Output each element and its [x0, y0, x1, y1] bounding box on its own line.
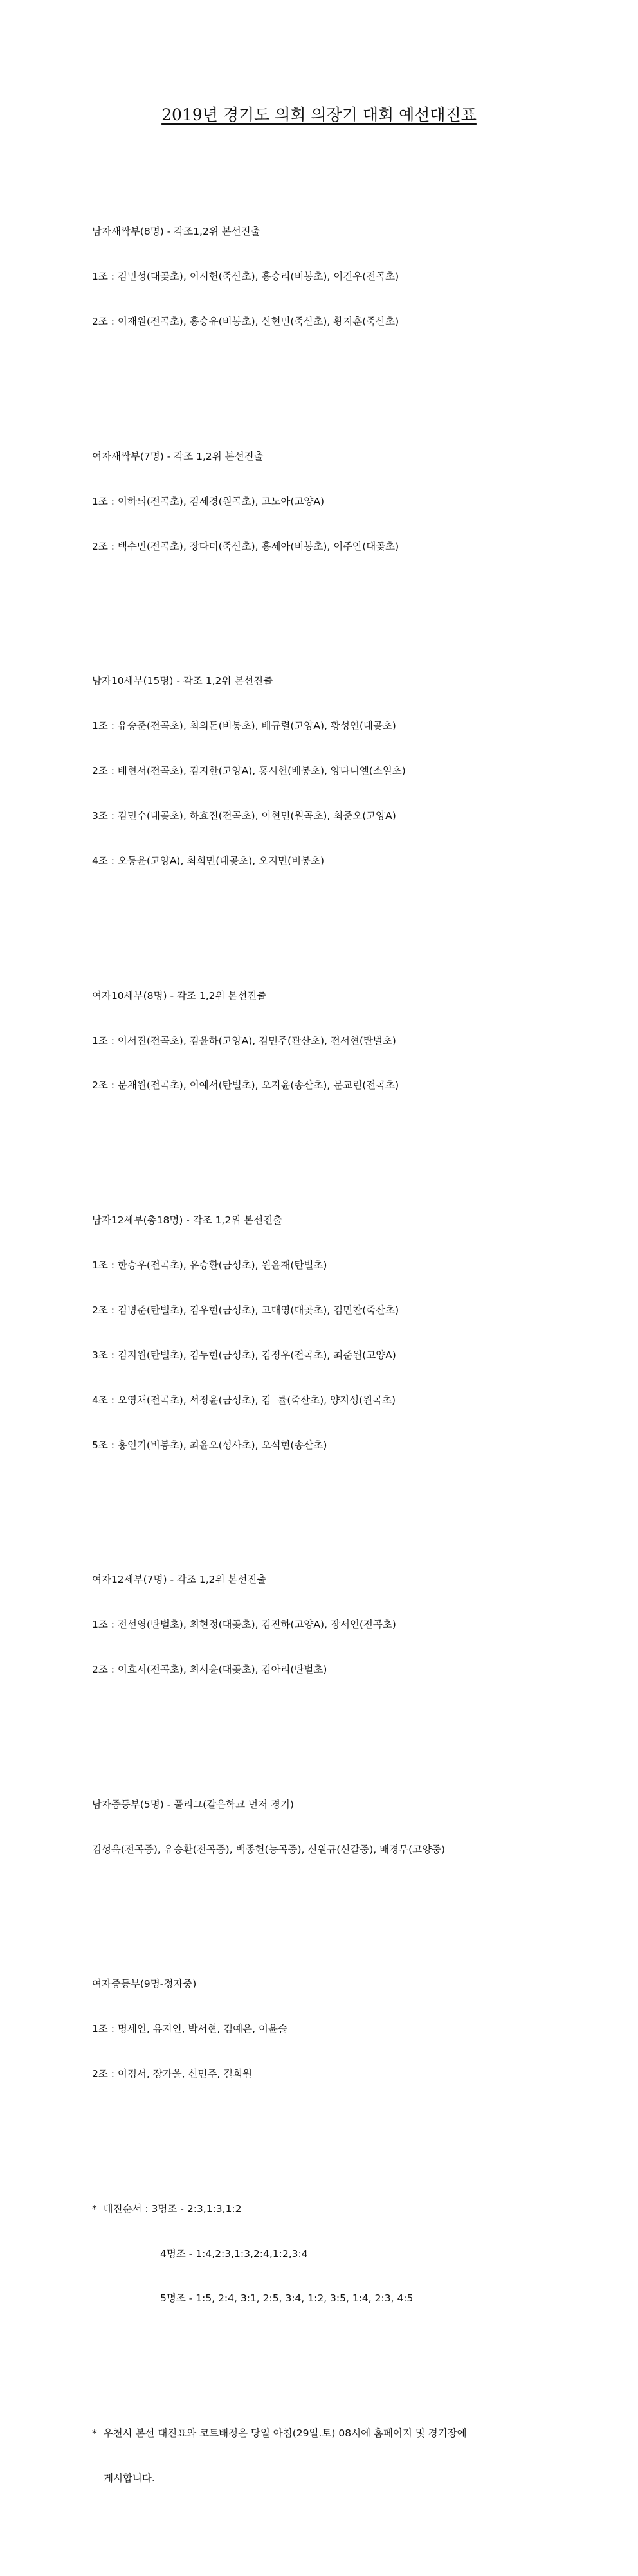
section-boys-sprout	[92, 195, 542, 359]
section-heading: 여자중등부(9명-정자중)	[92, 1978, 197, 1990]
match-order-5: 5명조 - 1:5, 2:4, 3:1, 2:5, 3:4, 1:2, 3:5, 1:4, 2:3, 4:5	[160, 2292, 414, 2305]
section-heading: 여자새싹부(7명) - 각조 1,2위 본선진출	[92, 450, 264, 462]
section-boys-12	[92, 1183, 542, 1482]
group-line: 1조 : 전선영(탄벌초), 최현정(대곶초), 김진하(고양A), 장서인(전곡초)	[92, 1619, 396, 1631]
rain-note-line-1: * 우천시 본선 대진표와 코트배정은 당일 아침(29일.토) 08시에 홈페이지 및 경기장에	[92, 2427, 467, 2440]
group-line: 2조 : 김병준(탄벌초), 김우현(금성초), 고대영(대곶초), 김민찬(죽산초)	[92, 1304, 399, 1316]
group-line: 2조 : 이효서(전곡초), 최서윤(대곶초), 김아리(탄벌초)	[92, 1663, 327, 1675]
group-line: 2조 : 백수민(전곡초), 장다미(죽산초), 홍세아(비봉초), 이주안(대곶초)	[92, 540, 399, 552]
group-line: 1조 : 유승준(전곡초), 최의돈(비봉초), 배규렬(고양A), 황성연(대곶초)	[92, 720, 396, 732]
group-line: 2조 : 이경서, 장가을, 신민주, 길희원	[92, 2068, 253, 2080]
document-body	[92, 150, 542, 2576]
group-line: 김성욱(전곡중), 유승환(전곡중), 백종헌(능곡중), 신원규(신갈중), 배경무(고양중)	[92, 1843, 446, 1855]
section-heading: 여자12세부(7명) - 각조 1,2위 본선진출	[92, 1574, 267, 1586]
group-line: 1조 : 명세인, 유지인, 박서현, 김예은, 이윤슬	[92, 2023, 287, 2035]
match-order-3: * 대진순서 : 3명조 - 2:3,1:3,1:2	[92, 2202, 242, 2215]
group-line: 1조 : 김민성(대곶초), 이시헌(죽산초), 홍승리(비봉초), 이건우(전곡초)	[92, 271, 399, 283]
section-heading: 남자12세부(총18명) - 각조 1,2위 본선진출	[92, 1214, 283, 1227]
group-line: 4조 : 오영채(전곡초), 서정윤(금성초), 김 률(죽산초), 양지성(원곡초)	[92, 1394, 396, 1406]
group-line: 1조 : 이서진(전곡초), 김윤하(고양A), 김민주(관산초), 전서현(탄벌초)	[92, 1034, 396, 1047]
group-line: 2조 : 배현서(전곡초), 김지한(고양A), 홍시헌(배봉초), 양다니엘(소일초)	[92, 765, 406, 777]
document-title	[0, 104, 638, 126]
group-line: 1조 : 이하늬(전곡초), 김세경(원곡초), 고노아(고양A)	[92, 495, 325, 507]
rain-note-line-2: 게시합니다.	[104, 2472, 155, 2485]
group-line: 5조 : 홍인기(비봉초), 최윤오(성사초), 오석현(송산초)	[92, 1439, 327, 1451]
section-girls-12	[92, 1543, 542, 1707]
document-title-text: 2019년 경기도 의회 의장기 대회 예선대진표	[161, 105, 477, 124]
group-line: 3조 : 김지원(탄벌초), 김두현(금성초), 김정우(전곡초), 최준원(고양A)	[92, 1349, 396, 1361]
section-heading: 여자10세부(8명) - 각조 1,2위 본선진출	[92, 989, 267, 1002]
rain-note	[92, 2397, 542, 2516]
group-line: 3조 : 김민수(대곶초), 하효진(전곡초), 이현민(원곡초), 최준오(고양A)	[92, 810, 396, 822]
section-heading: 남자새싹부(8명) - 각조1,2위 본선진출	[92, 226, 260, 238]
section-boys-10	[92, 644, 542, 899]
match-order-4: 4명조 - 1:4,2:3,1:3,2:4,1:2,3:4	[160, 2247, 308, 2260]
section-girls-middle	[92, 1947, 542, 2112]
group-line: 2조 : 문채원(전곡초), 이예서(탄벌초), 오지윤(송산초), 문교린(전곡초)	[92, 1079, 399, 1092]
group-line: 1조 : 한승우(전곡초), 유승환(금성초), 원윤재(탄벌초)	[92, 1259, 327, 1271]
section-boys-middle	[92, 1767, 542, 1887]
match-order-note	[92, 2172, 542, 2336]
section-girls-sprout	[92, 419, 542, 584]
group-line: 4조 : 오동윤(고양A), 최희민(대곶초), 오지민(비봉초)	[92, 854, 325, 867]
group-line: 2조 : 이재원(전곡초), 홍승유(비봉초), 신현민(죽산초), 황지훈(죽산초)	[92, 316, 399, 328]
section-girls-10	[92, 959, 542, 1123]
section-heading: 남자중등부(5명) - 풀리그(같은학교 먼저 경기)	[92, 1798, 294, 1810]
section-heading: 남자10세부(15명) - 각조 1,2위 본선진출	[92, 675, 273, 687]
